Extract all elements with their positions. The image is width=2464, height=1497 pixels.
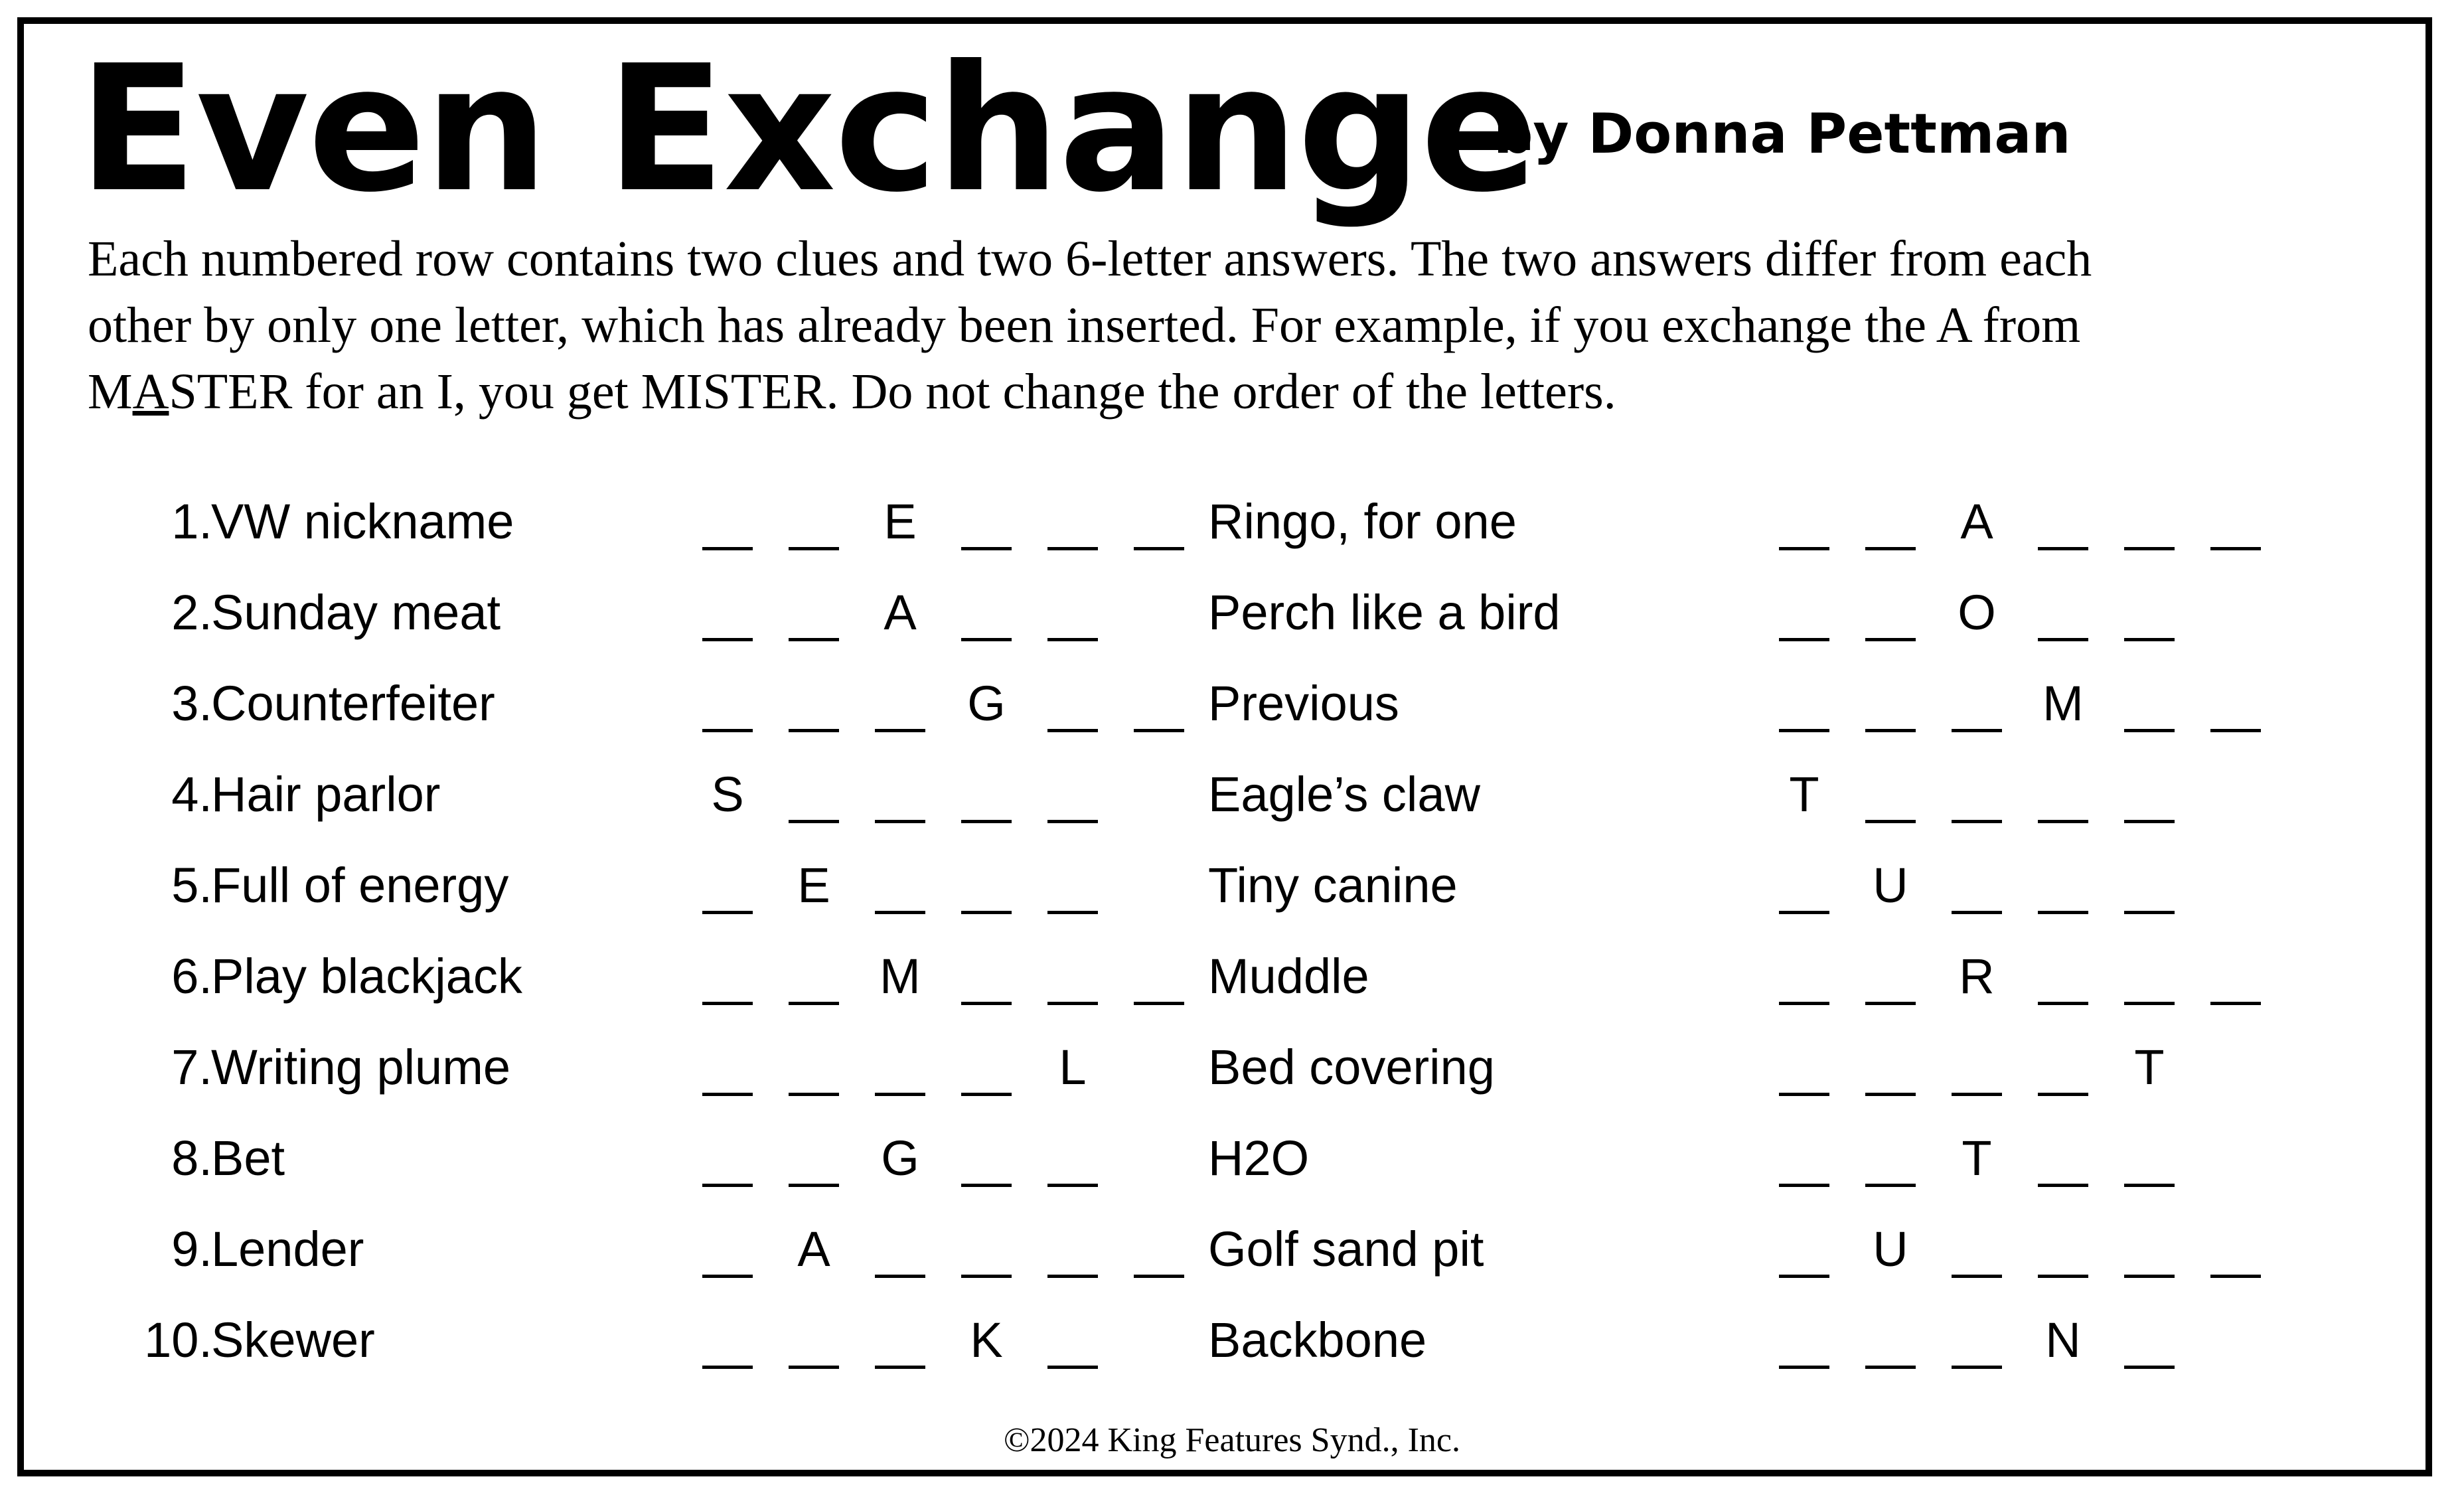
row-number: 4. — [171, 767, 212, 822]
letter-blank[interactable] — [867, 1300, 933, 1380]
letter-blank[interactable] — [694, 937, 761, 1016]
given-letter — [953, 664, 1020, 744]
letter-blank[interactable] — [694, 573, 761, 653]
given-letter-text: T — [1789, 767, 1819, 822]
letter-blank[interactable] — [1771, 482, 1837, 562]
letter-blank[interactable] — [1126, 937, 1192, 1016]
blank-underline — [2124, 820, 2175, 823]
given-letter — [953, 1300, 1020, 1380]
letter-blank[interactable] — [1126, 1210, 1192, 1289]
row-number: 3. — [171, 676, 212, 731]
example-letter: A — [132, 364, 169, 420]
letter-blank[interactable] — [1944, 1028, 2010, 1107]
letter-blank[interactable] — [1040, 937, 1106, 1016]
letter-blank[interactable] — [1857, 1119, 1924, 1198]
given-letter — [1040, 1028, 1106, 1107]
given-letter — [2030, 1300, 2096, 1380]
blank-underline — [1952, 1366, 2002, 1369]
given-letter — [867, 937, 933, 1016]
letter-blank[interactable] — [1771, 1028, 1837, 1107]
clue-row — [0, 482, 2464, 562]
given-letter — [1944, 482, 2010, 562]
clue-a: Full of energy — [211, 858, 509, 913]
instructions-line-1: Each numbered row contains two clues and two 6-letter answers. The two answers differ from each — [88, 231, 2092, 287]
letter-blank[interactable] — [694, 1210, 761, 1289]
letter-blank[interactable] — [1771, 1119, 1837, 1198]
row-number: 9. — [171, 1221, 212, 1277]
letter-blank[interactable] — [781, 755, 847, 834]
clue-a: Skewer — [211, 1312, 375, 1368]
letter-blank[interactable] — [1040, 1210, 1106, 1289]
instructions-line-3-end: STER for an I, you get MISTER. Do not change the order of the letters. — [169, 364, 1616, 420]
given-letter-text: M — [2042, 676, 2084, 731]
blank-underline — [1047, 1002, 1098, 1005]
letter-blank[interactable] — [781, 1300, 847, 1380]
clue-b: Tiny canine — [1208, 858, 1458, 913]
given-letter-text: N — [2045, 1312, 2081, 1368]
blank-underline — [1865, 820, 1916, 823]
blank-underline — [961, 547, 1012, 550]
blank-underline — [2038, 547, 2088, 550]
blank-underline — [875, 1366, 925, 1369]
row-number: 2. — [171, 585, 212, 640]
blank-underline — [1047, 820, 1098, 823]
letter-blank[interactable] — [2202, 937, 2269, 1016]
letter-blank[interactable] — [694, 1028, 761, 1107]
given-letter-text: E — [884, 494, 917, 549]
given-letter-text: G — [881, 1131, 919, 1186]
clue-a: Hair parlor — [211, 767, 441, 822]
blank-underline — [2124, 729, 2175, 732]
clue-row — [0, 1028, 2464, 1107]
letter-blank[interactable] — [2030, 482, 2096, 562]
clue-a: Lender — [211, 1221, 364, 1277]
letter-blank[interactable] — [694, 482, 761, 562]
blank-underline — [2210, 729, 2261, 732]
blank-underline — [961, 1093, 1012, 1096]
blank-underline — [961, 1184, 1012, 1187]
letter-blank[interactable] — [1857, 573, 1924, 653]
letter-blank[interactable] — [1040, 755, 1106, 834]
blank-underline — [1047, 1184, 1098, 1187]
letter-blank[interactable] — [953, 1119, 1020, 1198]
blank-underline — [1047, 638, 1098, 641]
instructions-line-2: other by only one letter, which has already been inserted. For example, if you exchange the A from — [88, 297, 2081, 353]
row-number: 5. — [171, 858, 212, 913]
given-letter — [781, 846, 847, 925]
blank-underline — [1865, 547, 1916, 550]
letter-blank[interactable] — [1771, 1300, 1837, 1380]
blank-underline — [1779, 547, 1829, 550]
blank-underline — [2038, 1275, 2088, 1278]
letter-blank[interactable] — [1857, 1028, 1924, 1107]
blank-underline — [2124, 1275, 2175, 1278]
blank-underline — [789, 1184, 839, 1187]
clue-row — [0, 664, 2464, 744]
blank-underline — [1779, 1002, 1829, 1005]
blank-underline — [2210, 1002, 2261, 1005]
blank-underline — [2210, 547, 2261, 550]
letter-blank[interactable] — [694, 846, 761, 925]
blank-underline — [1865, 1093, 1916, 1096]
puzzle-title: Even Exchange — [78, 28, 1537, 230]
blank-underline — [2124, 547, 2175, 550]
blank-underline — [875, 1093, 925, 1096]
row-number: 6. — [171, 949, 212, 1004]
blank-underline — [2124, 638, 2175, 641]
blank-underline — [1134, 729, 1184, 732]
blank-underline — [1779, 638, 1829, 641]
given-letter-text: O — [1958, 585, 1996, 640]
blank-underline — [702, 638, 753, 641]
clue-a: VW nickname — [211, 494, 514, 549]
letter-blank[interactable] — [867, 1210, 933, 1289]
letter-blank[interactable] — [953, 482, 1020, 562]
blank-underline — [961, 1275, 1012, 1278]
letter-blank[interactable] — [694, 664, 761, 744]
letter-blank[interactable] — [2030, 1028, 2096, 1107]
letter-blank[interactable] — [1771, 573, 1837, 653]
letter-blank[interactable] — [867, 664, 933, 744]
letter-blank[interactable] — [953, 1210, 1020, 1289]
blank-underline — [2124, 911, 2175, 914]
letter-blank[interactable] — [953, 573, 1020, 653]
blank-underline — [1952, 1275, 2002, 1278]
blank-underline — [2038, 820, 2088, 823]
given-letter-text: S — [711, 767, 744, 822]
blank-underline — [789, 638, 839, 641]
clue-a: Play blackjack — [211, 949, 522, 1004]
letter-blank[interactable] — [867, 1028, 933, 1107]
blank-underline — [702, 1093, 753, 1096]
letter-blank[interactable] — [1944, 1210, 2010, 1289]
given-letter-text: T — [1962, 1131, 1992, 1186]
blank-underline — [1865, 1366, 1916, 1369]
letter-blank[interactable] — [2030, 1210, 2096, 1289]
letter-blank[interactable] — [1944, 664, 2010, 744]
clue-row — [0, 937, 2464, 1016]
given-letter-text: A — [797, 1221, 830, 1277]
clue-row — [0, 573, 2464, 653]
letter-blank[interactable] — [2116, 1119, 2183, 1198]
blank-underline — [1865, 729, 1916, 732]
given-letter — [867, 573, 933, 653]
blank-underline — [961, 638, 1012, 641]
letter-blank[interactable] — [1857, 755, 1924, 834]
letter-blank[interactable] — [1857, 937, 1924, 1016]
given-letter — [1944, 573, 2010, 653]
letter-blank[interactable] — [781, 482, 847, 562]
clue-b: Ringo, for one — [1208, 494, 1517, 549]
given-letter — [2030, 664, 2096, 744]
given-letter-text: U — [1873, 858, 1908, 913]
letter-blank[interactable] — [1040, 1300, 1106, 1380]
blank-underline — [1952, 820, 2002, 823]
clue-a: Counterfeiter — [211, 676, 495, 731]
given-letter-text: M — [880, 949, 921, 1004]
letter-blank[interactable] — [1857, 1300, 1924, 1380]
given-letter-text: R — [1959, 949, 1995, 1004]
letter-blank[interactable] — [1771, 846, 1837, 925]
clue-row — [0, 755, 2464, 834]
blank-underline — [1779, 1184, 1829, 1187]
clue-b: Previous — [1208, 676, 1399, 731]
given-letter-text: L — [1059, 1040, 1087, 1095]
blank-underline — [702, 1366, 753, 1369]
letter-blank[interactable] — [1771, 937, 1837, 1016]
row-number: 8. — [171, 1131, 212, 1186]
letter-blank[interactable] — [2116, 846, 2183, 925]
blank-underline — [789, 547, 839, 550]
blank-underline — [2038, 1093, 2088, 1096]
byline: by Donna Pettman — [1494, 102, 2071, 166]
given-letter — [781, 1210, 847, 1289]
blank-underline — [875, 729, 925, 732]
blank-underline — [2038, 1184, 2088, 1187]
letter-blank[interactable] — [1857, 482, 1924, 562]
given-letter-text: A — [1960, 494, 1993, 549]
blank-underline — [1779, 1093, 1829, 1096]
blank-underline — [1047, 547, 1098, 550]
letter-blank[interactable] — [1126, 482, 1192, 562]
clue-b: Muddle — [1208, 949, 1369, 1004]
clue-row — [0, 1119, 2464, 1198]
blank-underline — [789, 1366, 839, 1369]
row-number: 7. — [171, 1040, 212, 1095]
blank-underline — [1047, 1275, 1098, 1278]
letter-blank[interactable] — [781, 1119, 847, 1198]
blank-underline — [1047, 1366, 1098, 1369]
blank-underline — [1779, 911, 1829, 914]
letter-blank[interactable] — [2116, 482, 2183, 562]
letter-blank[interactable] — [953, 846, 1020, 925]
letter-blank[interactable] — [2116, 1300, 2183, 1380]
letter-blank[interactable] — [781, 1028, 847, 1107]
given-letter — [867, 482, 933, 562]
blank-underline — [961, 820, 1012, 823]
letter-blank[interactable] — [2116, 1210, 2183, 1289]
blank-underline — [789, 729, 839, 732]
given-letter-text: T — [2134, 1040, 2165, 1095]
blank-underline — [2038, 1002, 2088, 1005]
letter-blank[interactable] — [2030, 937, 2096, 1016]
letter-blank[interactable] — [953, 755, 1020, 834]
letter-blank[interactable] — [2030, 1119, 2096, 1198]
copyright: ©2024 King Features Synd., Inc. — [1004, 1421, 1460, 1459]
given-letter — [2116, 1028, 2183, 1107]
letter-blank[interactable] — [1944, 846, 2010, 925]
letter-blank[interactable] — [953, 1028, 1020, 1107]
letter-blank[interactable] — [867, 755, 933, 834]
letter-blank[interactable] — [781, 573, 847, 653]
blank-underline — [961, 911, 1012, 914]
letter-blank[interactable] — [1771, 664, 1837, 744]
letter-blank[interactable] — [1040, 482, 1106, 562]
letter-blank[interactable] — [1771, 1210, 1837, 1289]
letter-blank[interactable] — [2202, 482, 2269, 562]
blank-underline — [702, 1184, 753, 1187]
given-letter — [1857, 846, 1924, 925]
letter-blank[interactable] — [1040, 664, 1106, 744]
clue-b: Eagle’s claw — [1208, 767, 1480, 822]
letter-blank[interactable] — [2116, 573, 2183, 653]
blank-underline — [702, 1275, 753, 1278]
clue-b: Backbone — [1208, 1312, 1427, 1368]
clue-a: Bet — [211, 1131, 285, 1186]
letter-blank[interactable] — [781, 664, 847, 744]
blank-underline — [2124, 1366, 2175, 1369]
blank-underline — [702, 729, 753, 732]
letter-blank[interactable] — [953, 937, 1020, 1016]
blank-underline — [1134, 1275, 1184, 1278]
given-letter-text: K — [970, 1312, 1003, 1368]
letter-blank[interactable] — [694, 1119, 761, 1198]
clue-a: Writing plume — [211, 1040, 511, 1095]
blank-underline — [1952, 1093, 2002, 1096]
blank-underline — [789, 1093, 839, 1096]
blank-underline — [1865, 1002, 1916, 1005]
instructions-line-3 — [88, 358, 2378, 425]
clue-row — [0, 846, 2464, 925]
blank-underline — [875, 820, 925, 823]
blank-underline — [789, 1002, 839, 1005]
letter-blank[interactable] — [2030, 846, 2096, 925]
letter-blank[interactable] — [1857, 664, 1924, 744]
letter-blank[interactable] — [1040, 573, 1106, 653]
given-letter — [1944, 1119, 2010, 1198]
blank-underline — [2038, 638, 2088, 641]
blank-underline — [2124, 1002, 2175, 1005]
blank-underline — [1779, 1275, 1829, 1278]
given-letter-text: A — [884, 585, 917, 640]
blank-underline — [1865, 1184, 1916, 1187]
letter-blank[interactable] — [2116, 664, 2183, 744]
instructions-line-3-start: M — [88, 364, 133, 420]
blank-underline — [1779, 1366, 1829, 1369]
blank-underline — [2124, 1184, 2175, 1187]
given-letter — [867, 1119, 933, 1198]
blank-underline — [1779, 729, 1829, 732]
blank-underline — [1047, 729, 1098, 732]
clue-b: Perch like a bird — [1208, 585, 1561, 640]
blank-underline — [1047, 911, 1098, 914]
blank-underline — [702, 547, 753, 550]
letter-blank[interactable] — [1944, 755, 2010, 834]
clue-b: Golf sand pit — [1208, 1221, 1484, 1277]
blank-underline — [875, 911, 925, 914]
given-letter — [1857, 1210, 1924, 1289]
blank-underline — [1134, 547, 1184, 550]
letter-blank[interactable] — [1126, 664, 1192, 744]
letter-blank[interactable] — [1944, 1300, 2010, 1380]
letter-blank[interactable] — [2202, 1210, 2269, 1289]
clue-b: H2O — [1208, 1131, 1310, 1186]
letter-blank[interactable] — [2030, 755, 2096, 834]
row-number: 10. — [144, 1312, 212, 1368]
letter-blank[interactable] — [1040, 1119, 1106, 1198]
clue-row — [0, 1300, 2464, 1380]
row-number: 1. — [171, 494, 212, 549]
blank-underline — [2210, 1275, 2261, 1278]
letter-blank[interactable] — [781, 937, 847, 1016]
blank-underline — [961, 1002, 1012, 1005]
given-letter — [1944, 937, 2010, 1016]
given-letter-text: G — [967, 676, 1006, 731]
letter-blank[interactable] — [2202, 664, 2269, 744]
letter-blank[interactable] — [1040, 846, 1106, 925]
instructions — [88, 226, 2378, 425]
blank-underline — [789, 820, 839, 823]
letter-blank[interactable] — [2116, 937, 2183, 1016]
blank-underline — [1952, 911, 2002, 914]
given-letter — [1771, 755, 1837, 834]
clue-a: Sunday meat — [211, 585, 501, 640]
given-letter-text: E — [797, 858, 830, 913]
clue-row — [0, 1210, 2464, 1289]
clue-b: Bed covering — [1208, 1040, 1495, 1095]
blank-underline — [2038, 911, 2088, 914]
letter-blank[interactable] — [2030, 573, 2096, 653]
letter-blank[interactable] — [2116, 755, 2183, 834]
given-letter — [694, 755, 761, 834]
blank-underline — [1134, 1002, 1184, 1005]
blank-underline — [1952, 729, 2002, 732]
letter-blank[interactable] — [694, 1300, 761, 1380]
blank-underline — [702, 911, 753, 914]
blank-underline — [1865, 638, 1916, 641]
blank-underline — [875, 1275, 925, 1278]
letter-blank[interactable] — [867, 846, 933, 925]
given-letter-text: U — [1873, 1221, 1908, 1277]
blank-underline — [702, 1002, 753, 1005]
